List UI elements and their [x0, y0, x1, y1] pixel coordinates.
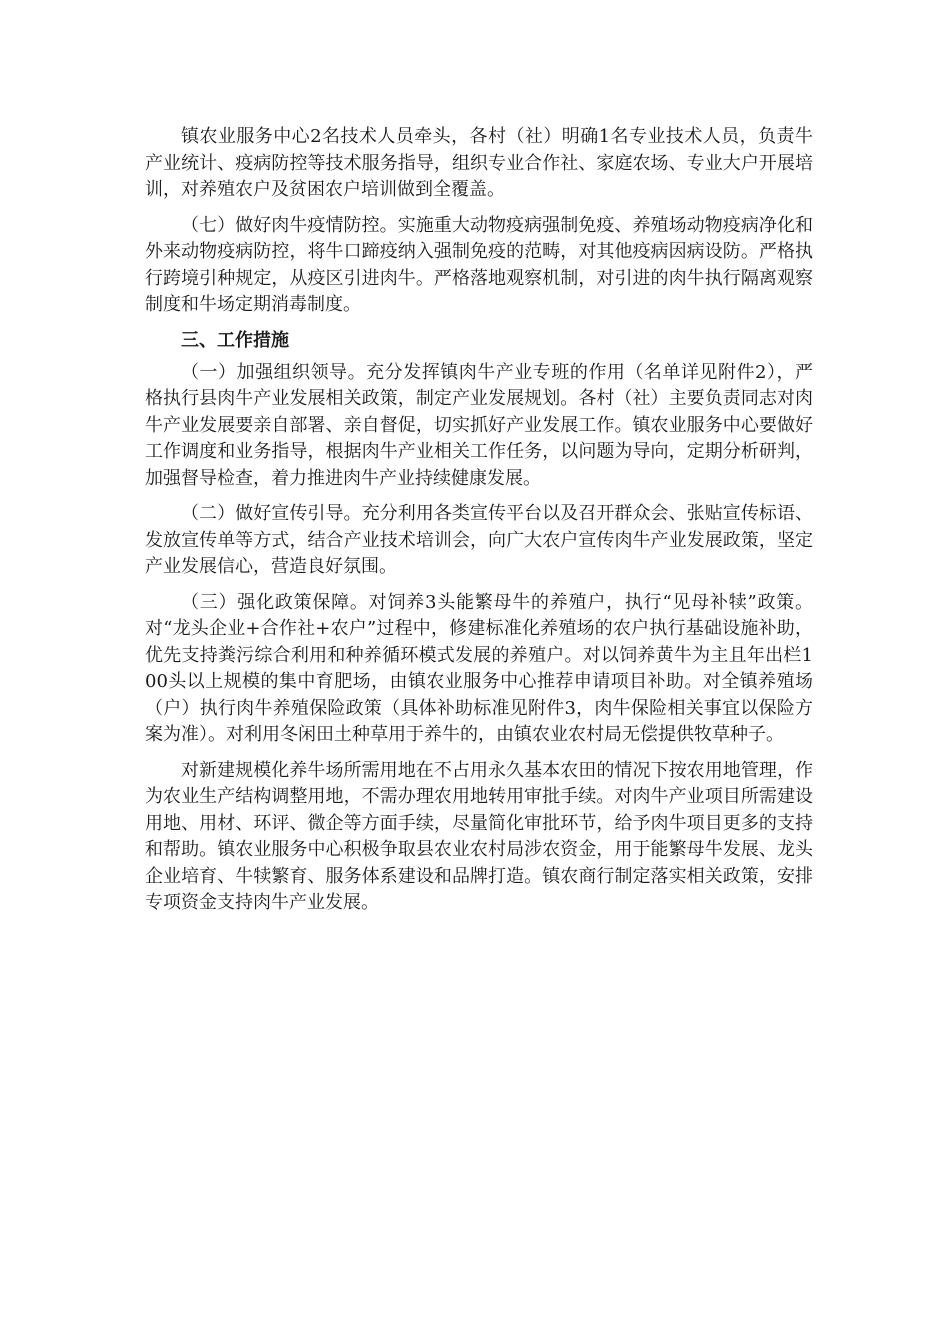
paragraph-technical-staff: 镇农业服务中心2名技术人员牵头，各村（社）明确1名专业技术人员，负责牛产业统计、疫病防控等技术服务指导，组织专业合作社、家庭农场、专业大户开展培训，对养殖农户及贫困农户培训做到全覆盖。 — [145, 126, 813, 200]
paragraph-publicity-guidance: （二）做好宣传引导。充分利用各类宣传平台以及召开群众会、张贴宣传标语、发放宣传单等方式，结合产业技术培训会，向广大农户宣传肉牛产业发展政策，坚定产业发展信心，营造良好氛围。 — [145, 503, 813, 577]
section-heading: 三、工作措施 — [181, 329, 289, 351]
paragraph-policy-guarantee: （三）强化政策保障。对饲养3头能繁母牛的养殖户，执行“见母补犊”政策。对“龙头企业+合作社+农户”过程中，修建标准化养殖场的农户执行基础设施补助，优先支持粪污综合利用和种养循环模式发展的养殖户。对以饲养黄牛为主且年出栏100头以上规模的集中育肥场，由镇农业服务中心推荐申请项目补助。对全镇养殖场（户）执行肉牛养殖保险政策（具体补助标准见附件3，肉牛保险相关事宜以保险方案为准）。对利用冬闲田土种草用于养牛的，由镇农业农村局无偿提供牧草种子。 — [145, 591, 813, 745]
paragraph-epidemic-prevention: （七）做好肉牛疫情防控。实施重大动物疫病强制免疫、养殖场动物疫病净化和外来动物疫病防控，将牛口蹄疫纳入强制免疫的范畴，对其他疫病因病设防。严格执行跨境引种规定，从疫区引进肉牛。严格落地观察机制，对引进的肉牛执行隔离观察制度和牛场定期消毒制度。 — [145, 214, 813, 315]
paragraph-land-use: 对新建规模化养牛场所需用地在不占用永久基本农田的情况下按农用地管理，作为农业生产结构调整用地，不需办理农用地转用审批手续。对肉牛产业项目所需建设用地、用材、环评、微企等方面手续，尽量简化审批环节，给予肉牛项目更多的支持和帮助。镇农业服务中心积极争取县农业农村局涉农资金，用于能繁母牛发展、龙头企业培育、牛犊繁育、服务体系建设和品牌打造。镇农商行制定落实相关政策，安排专项资金支持肉牛产业发展。 — [145, 759, 813, 913]
paragraph-organization-leadership: （一）加强组织领导。充分发挥镇肉牛产业专班的作用（名单详见附件2），严格执行县肉牛产业发展相关政策，制定产业发展规划。各村（社）主要负责同志对肉牛产业发展要亲自部署、亲自督促，切实抓好产业发展工作。镇农业服务中心要做好工作调度和业务指导，根据肉牛产业相关工作任务，以问题为导向，定期分析研判，加强督导检查，着力推进肉牛产业持续健康发展。 — [145, 361, 813, 489]
document-body — [145, 124, 813, 926]
